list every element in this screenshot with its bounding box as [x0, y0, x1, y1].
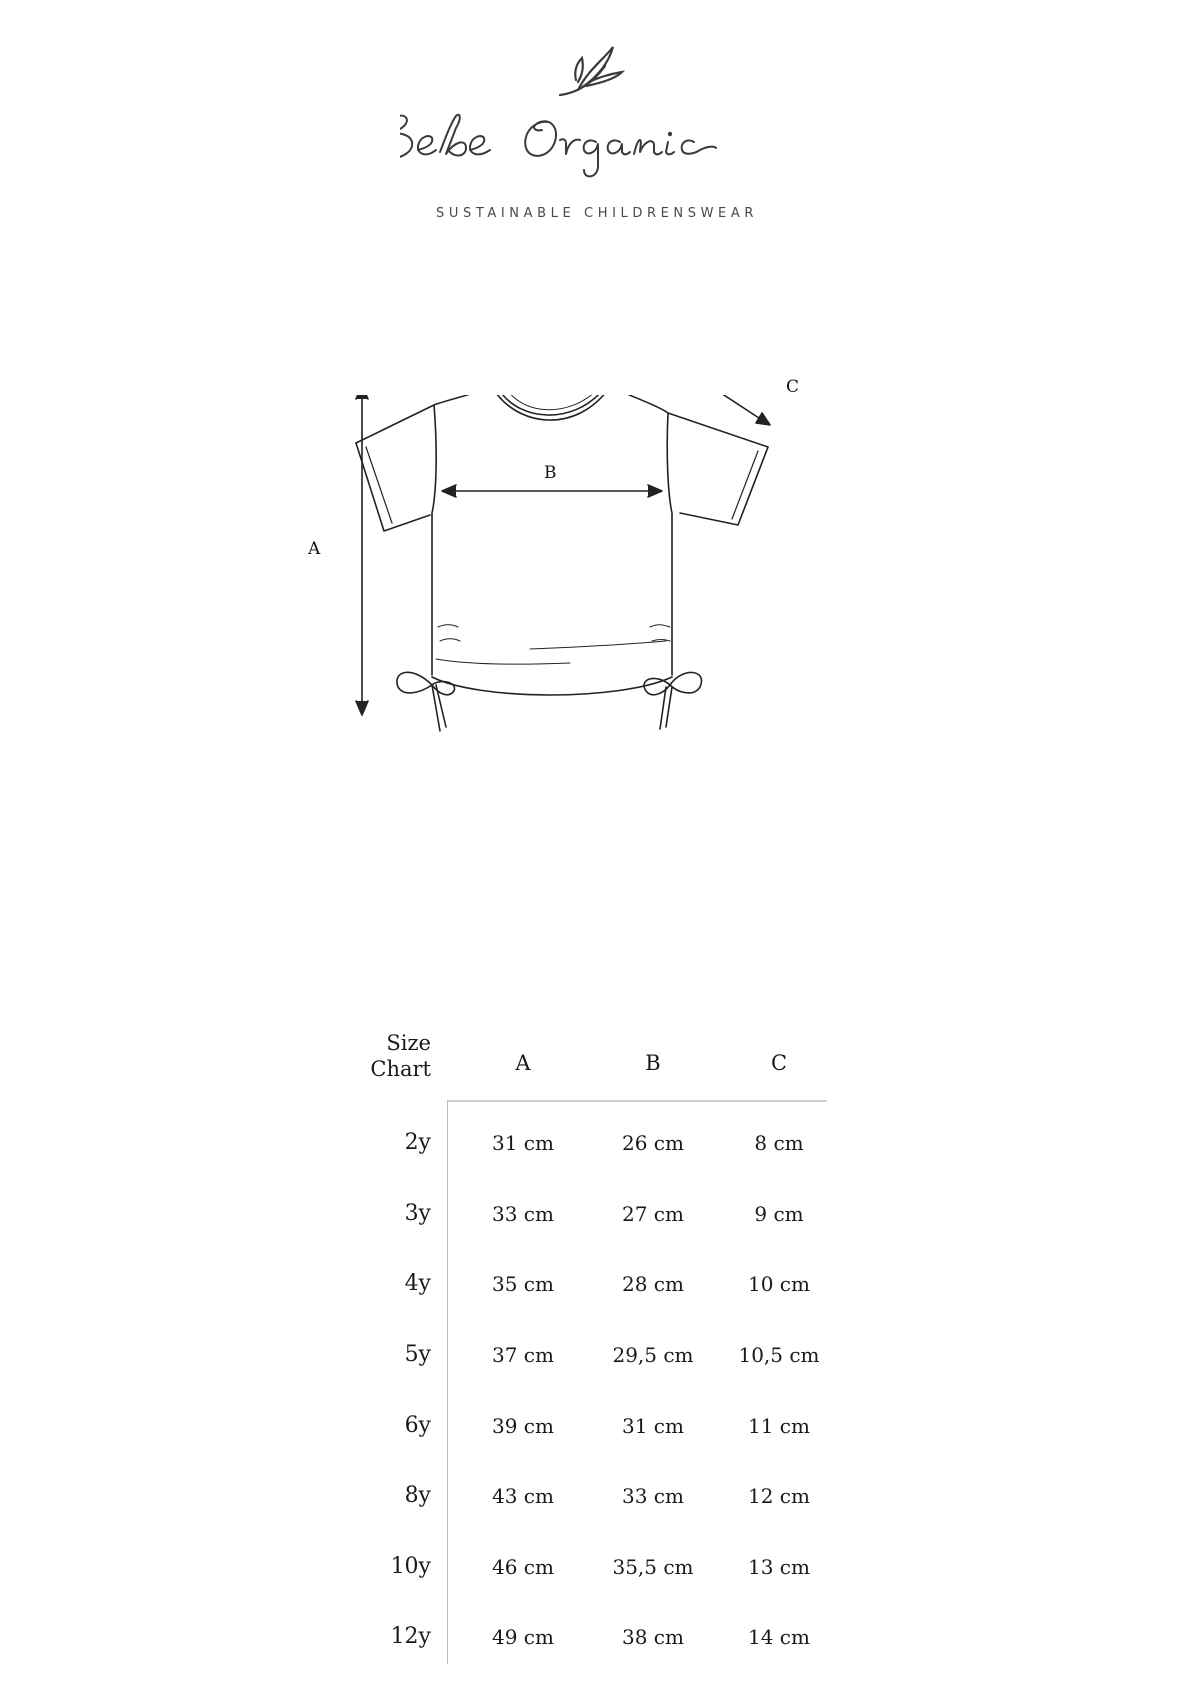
cell-a: 46 cm	[492, 1555, 554, 1579]
column-header-a: A	[515, 1051, 531, 1075]
table-row	[345, 1181, 825, 1252]
size-label: 12y	[390, 1624, 431, 1649]
dimension-b-label: B	[544, 463, 557, 483]
cell-b: 31 cm	[622, 1414, 684, 1438]
cell-b: 35,5 cm	[612, 1555, 694, 1579]
cell-a: 43 cm	[492, 1484, 554, 1508]
cell-b: 29,5 cm	[612, 1343, 694, 1367]
size-chart-title: Size Chart	[370, 1031, 431, 1081]
cell-c: 14 cm	[748, 1625, 810, 1649]
header-divider	[447, 1100, 827, 1102]
cell-c: 8 cm	[754, 1131, 804, 1155]
tshirt-diagram	[308, 377, 860, 815]
cell-c: 13 cm	[748, 1555, 810, 1579]
cell-b: 38 cm	[622, 1625, 684, 1649]
column-header-b: B	[645, 1051, 661, 1075]
dimension-c-line	[698, 395, 762, 420]
size-label: 10y	[390, 1554, 431, 1579]
dimension-a-label: A	[308, 539, 321, 559]
size-label: 3y	[404, 1201, 431, 1226]
size-label: 2y	[404, 1130, 431, 1155]
table-header-row	[345, 1014, 825, 1094]
cell-c: 11 cm	[748, 1414, 810, 1438]
cell-a: 35 cm	[492, 1272, 554, 1296]
dimension-c-label: C	[786, 377, 800, 397]
cell-a: 39 cm	[492, 1414, 554, 1438]
cell-c: 12 cm	[748, 1484, 810, 1508]
cell-c: 9 cm	[754, 1202, 804, 1226]
cell-c: 10,5 cm	[738, 1343, 820, 1367]
tshirt-sketch	[320, 395, 860, 815]
wordmark-script	[400, 115, 716, 177]
table-row	[345, 1322, 825, 1393]
cell-b: 27 cm	[622, 1202, 684, 1226]
brand-logo	[0, 0, 1194, 240]
table-row	[345, 1604, 825, 1675]
brand-tagline: SUSTAINABLE CHILDRENSWEAR	[436, 206, 758, 221]
size-label: 5y	[404, 1342, 431, 1367]
size-label: 6y	[404, 1413, 431, 1438]
table-row	[345, 1251, 825, 1322]
cell-a: 33 cm	[492, 1202, 554, 1226]
table-row	[345, 1534, 825, 1605]
cell-a: 49 cm	[492, 1625, 554, 1649]
size-label: 4y	[404, 1271, 431, 1296]
cell-b: 28 cm	[622, 1272, 684, 1296]
table-row	[345, 1110, 825, 1181]
size-label: 8y	[404, 1483, 431, 1508]
column-header-c: C	[770, 1051, 788, 1075]
cell-a: 31 cm	[492, 1131, 554, 1155]
table-row	[345, 1463, 825, 1534]
cell-b: 33 cm	[622, 1484, 684, 1508]
table-row	[345, 1393, 825, 1464]
cell-b: 26 cm	[622, 1131, 684, 1155]
leaf-logo-icon	[400, 20, 800, 200]
cell-c: 10 cm	[748, 1272, 810, 1296]
cell-a: 37 cm	[492, 1343, 554, 1367]
